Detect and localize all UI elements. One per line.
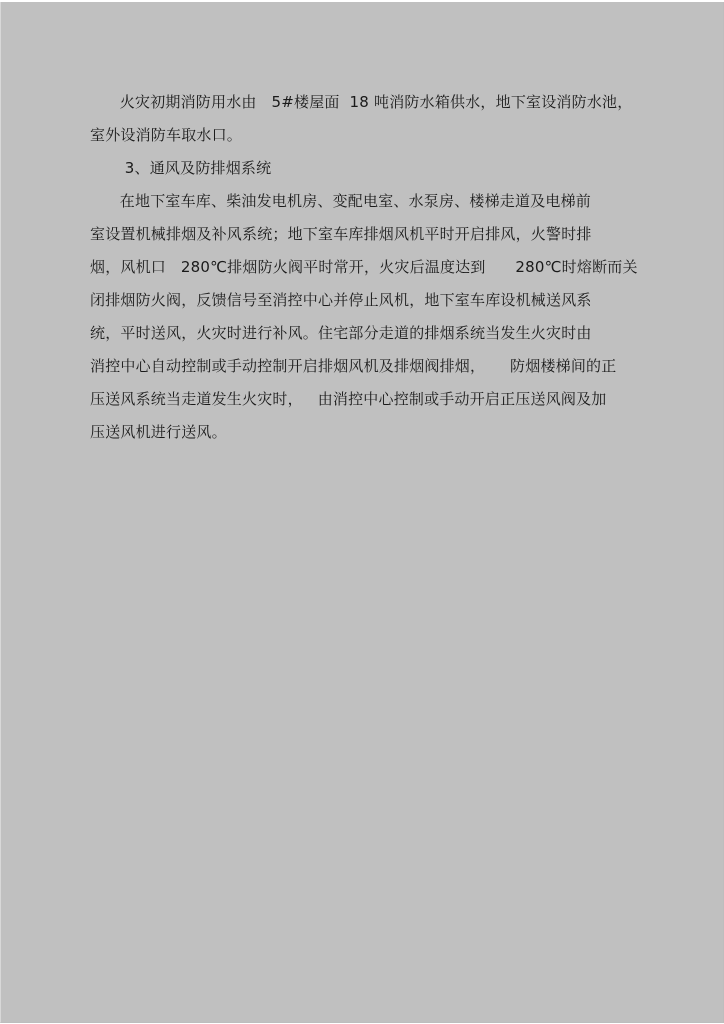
text-line-8: 统，平时送风，火灾时进行补风。住宅部分走道的排烟系统当发生火灾时由: [90, 324, 592, 342]
text-line-6: 烟，风机口 280℃排烟防火阀平时常开，火灾后温度达到 280℃时熔断而关: [90, 258, 638, 276]
text-line-9: 消控中心自动控制或手动控制开启排烟风机及排烟阀排烟， 防烟楼梯间的正: [90, 357, 617, 375]
text-line-5: 室设置机械排烟及补风系统；地下室车库排烟风机平时开启排风，火警时排: [90, 225, 592, 243]
text-line-2: 室外设消防车取水口。: [90, 126, 243, 144]
section-heading: 3、通风及防排烟系统: [90, 159, 272, 177]
text-line-1: 火灾初期消防用水由 5#楼屋面 18 吨消防水箱供水，地下室设消防水池，: [90, 93, 633, 111]
document-page: [0, 2, 724, 1023]
text-line-4: 在地下室车库、柴油发电机房、变配电室、水泵房、楼梯走道及电梯前: [90, 192, 592, 210]
text-line-7: 闭排烟防火阀，反馈信号至消控中心并停止风机，地下室车库设机械送风系: [90, 291, 592, 309]
text-line-10: 压送风系统当走道发生火灾时， 由消控中心控制或手动开启正压送风阀及加: [90, 390, 607, 408]
text-line-11: 压送风机进行送风。: [90, 423, 227, 441]
